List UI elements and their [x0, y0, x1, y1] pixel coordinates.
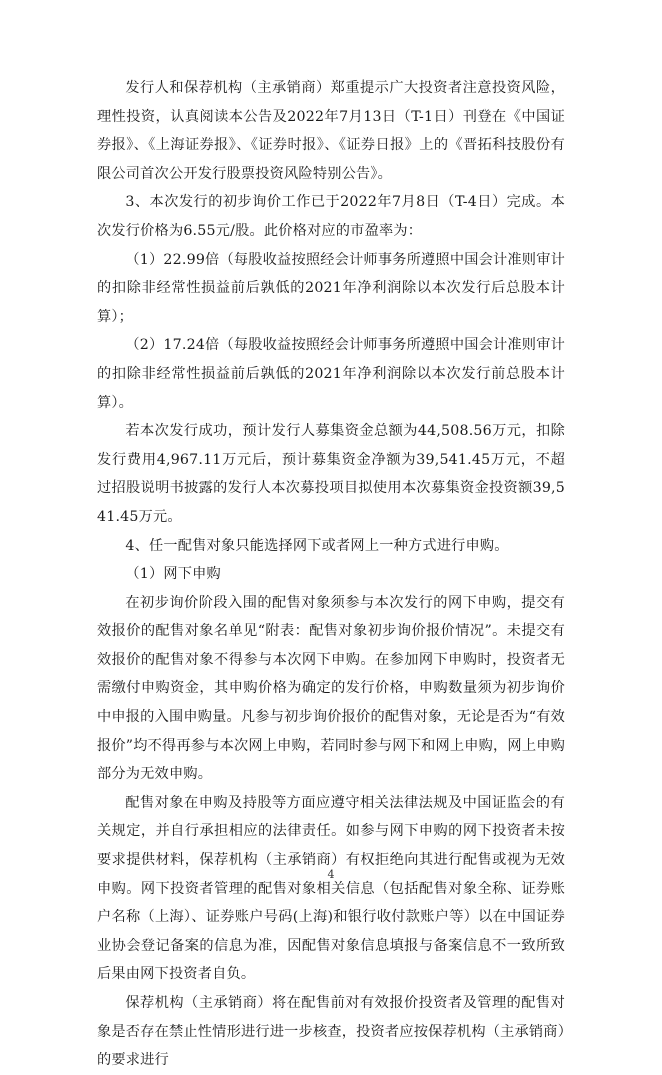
paragraph-compliance: 配售对象在申购及持股等方面应遵守相关法律法规及中国证监会的有关规定，并自行承担相应的法律责任。如参与网下申购的网下投资者未按要求提供材料，保荐机构（主承销商）有权拒绝向其进行配售或视为无效申购。网下投资者管理的配售对象相关信息（包括配售对象全称、证券账户名称（上海）、证券账户号码(上海)和银行收付款账户等）以在中国证券业协会登记备案的信息为准，因配售对象信息填报与备案信息不一致所致后果由网下投资者自负。: [97, 794, 565, 983]
heading-offline-subscription: （1）网下申购: [125, 566, 221, 583]
paragraph-offline-rules: 在初步询价阶段入围的配售对象须参与本次发行的网下申购，提交有效报价的配售对象名单见“附表：配售对象初步询价报价情况”。未提交有效报价的配售对象不得参与本次网下申购。在参加网下申购时，投资者无需缴付申购资金，其申购价格为确定的发行价格，申购数量须为初步询价中申报的入围申购量。凡参与初步询价报价的配售对象，无论是否为“有效报价”均不得再参与本次网上申购，若同时参与网下和网上申购，网上申购部分为无效申购。: [97, 594, 565, 783]
paragraph-pe-after-issue: （1）22.99倍（每股收益按照经会计师事务所遵照中国会计准则审计的扣除非经常性损益前后孰低的2021年净利润除以本次发行后总股本计算）；: [97, 251, 565, 325]
page-number: 4: [327, 868, 335, 881]
paragraph-verification: 保荐机构（主承销商）将在配售前对有效报价投资者及管理的配售对象是否存在禁止性情形进行进一步核查，投资者应按保荐机构（主承销商）的要求进行: [97, 995, 565, 1069]
paragraph-subscription-method: 4、任一配售对象只能选择网下或者网上一种方式进行申购。: [125, 537, 509, 554]
document-body: [97, 74, 565, 1075]
paragraph-pe-before-issue: （2）17.24倍（每股收益按照经会计师事务所遵照中国会计准则审计的扣除非经常性损益前后孰低的2021年净利润除以本次发行前总股本计算）。: [97, 337, 565, 411]
paragraph-risk-notice: 发行人和保荐机构（主承销商）郑重提示广大投资者注意投资风险，理性投资，认真阅读本公告及2022年7月13日（T-1日）刊登在《中国证券报》、《上海证券报》、《证券时报》、《证券日报》上的《晋拓科技股份有限公司首次公开发行股票投资风险特别公告》。: [97, 80, 565, 182]
paragraph-pricing-completion: 3、本次发行的初步询价工作已于2022年7月8日（T-4日）完成。本次发行价格为6.55元/股。此价格对应的市盈率为：: [97, 194, 565, 239]
paragraph-fundraising: 若本次发行成功，预计发行人募集资金总额为44,508.56万元，扣除发行费用4,967.11万元后，预计募集资金净额为39,541.45万元，不超过招股说明书披露的发行人本次募投项目拟使用本次募集资金投资额39,541.45万元。: [97, 423, 565, 525]
